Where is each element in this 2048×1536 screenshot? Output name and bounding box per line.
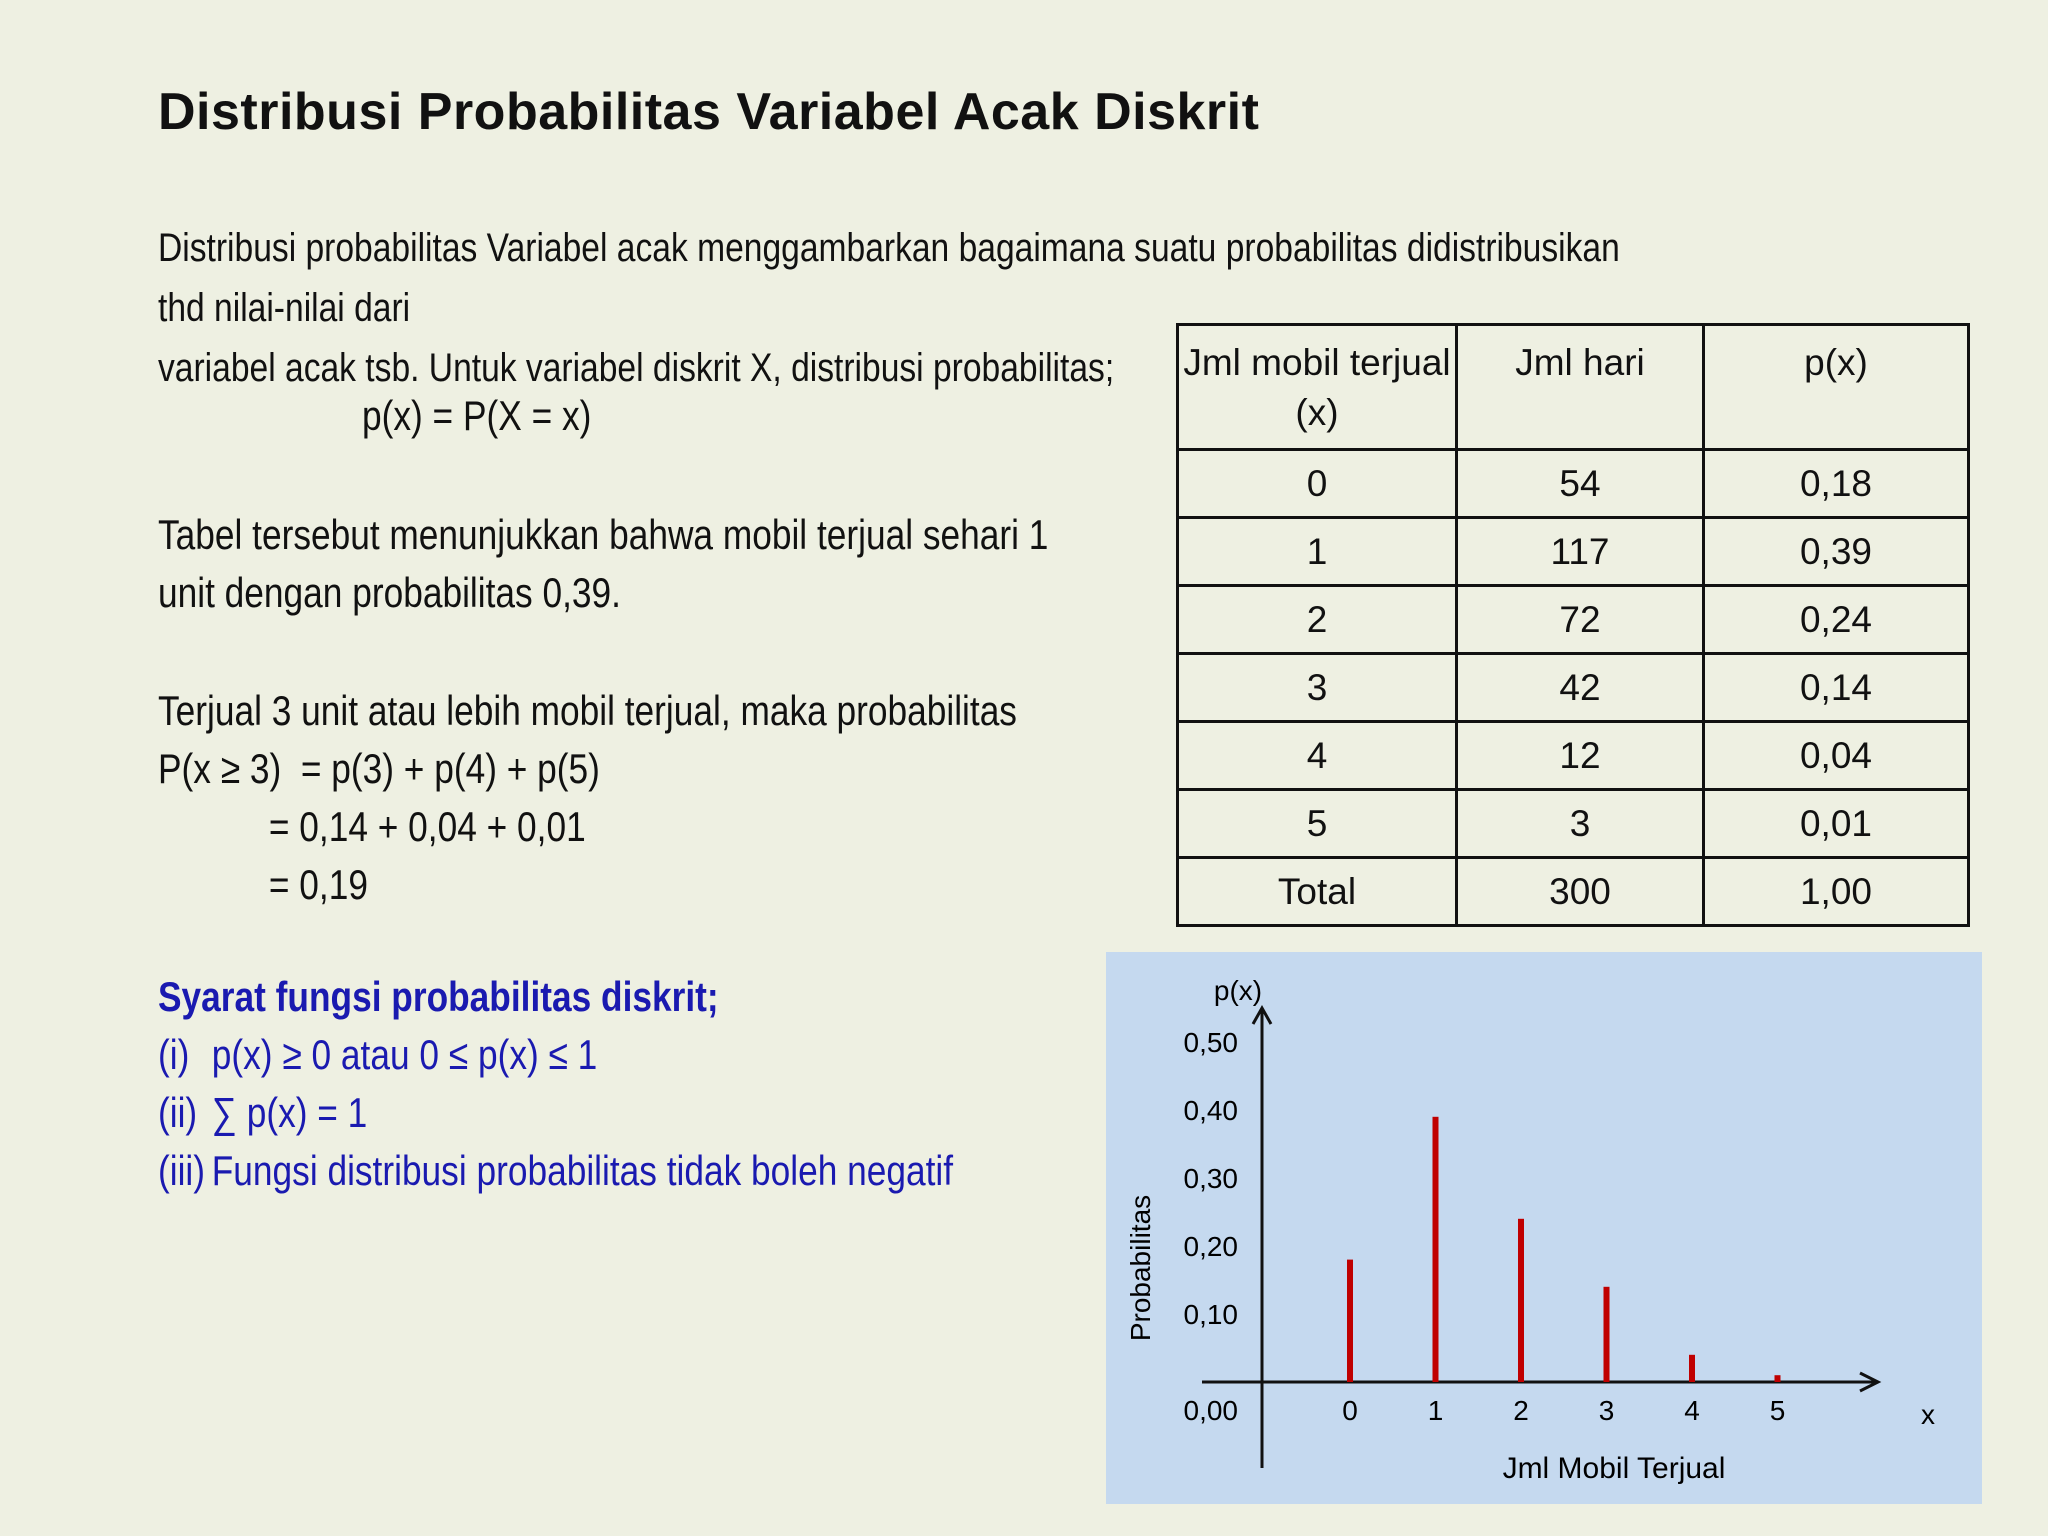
cell-x: 5 bbox=[1178, 790, 1457, 858]
x-tick-label: 1 bbox=[1427, 1395, 1444, 1426]
distribution-table bbox=[1176, 323, 1970, 927]
requirements-block bbox=[158, 968, 953, 1200]
cell-x: 4 bbox=[1178, 722, 1457, 790]
header-days: Jml hari bbox=[1457, 325, 1704, 450]
table-row bbox=[1178, 790, 1969, 858]
cell-days: 72 bbox=[1457, 586, 1704, 654]
cell-px: 0,14 bbox=[1704, 654, 1969, 722]
cell-days: 3 bbox=[1457, 790, 1704, 858]
note-line-2: unit dengan probabilitas 0,39. bbox=[158, 569, 621, 616]
slide-title: Distribusi Probabilitas Variabel Acak Diskrit bbox=[158, 83, 1260, 141]
requirement-text: Fungsi distribusi probabilitas tidak boleh negatif bbox=[211, 1147, 954, 1194]
cell-px: 0,01 bbox=[1704, 790, 1969, 858]
calc-line-3: = 0,14 + 0,04 + 0,01 bbox=[268, 803, 586, 850]
chart-bar bbox=[1689, 1355, 1695, 1382]
cell-px: 0,18 bbox=[1704, 450, 1969, 518]
y-tick-label: 0,30 bbox=[1183, 1163, 1238, 1194]
intro-line-1: Distribusi probabilitas Variabel acak menggambarkan bagaimana suatu probabilitas didistribusikan thd nilai-nilai dari bbox=[158, 226, 1620, 330]
cell-days: 42 bbox=[1457, 654, 1704, 722]
y-tick-label: 0,10 bbox=[1183, 1299, 1238, 1330]
formula: p(x) = P(X = x) bbox=[362, 392, 592, 439]
requirement-item bbox=[158, 1026, 953, 1084]
table-row bbox=[1178, 450, 1969, 518]
requirement-number: (iii) bbox=[158, 1147, 206, 1194]
header-x: Jml mobil terjual (x) bbox=[1178, 325, 1457, 450]
requirement-number: (i) bbox=[158, 1031, 190, 1078]
x-tick-label: 5 bbox=[1769, 1395, 1786, 1426]
x-tick-label: 3 bbox=[1598, 1395, 1615, 1426]
y-tick-label: 0,20 bbox=[1183, 1231, 1238, 1262]
calc-line-4: = 0,19 bbox=[268, 861, 368, 908]
cell-x: 0 bbox=[1178, 450, 1457, 518]
cell-days: 54 bbox=[1457, 450, 1704, 518]
table-row bbox=[1178, 654, 1969, 722]
requirement-text: ∑ p(x) = 1 bbox=[211, 1089, 368, 1136]
x-tick-label: 0 bbox=[1342, 1395, 1358, 1426]
chart-bar bbox=[1775, 1375, 1781, 1382]
x-axis-end-label: x bbox=[1921, 1399, 1935, 1430]
requirements-title: Syarat fungsi probabilitas diskrit; bbox=[158, 973, 719, 1020]
table-total-row bbox=[1178, 858, 1969, 926]
chart-bar bbox=[1433, 1117, 1439, 1382]
chart-bar bbox=[1604, 1287, 1610, 1382]
cell-px: 0,04 bbox=[1704, 722, 1969, 790]
cell-days: 117 bbox=[1457, 518, 1704, 586]
y-axis-title: Probabilitas bbox=[1125, 1194, 1156, 1342]
requirement-item bbox=[158, 1142, 953, 1200]
cell-x: 3 bbox=[1178, 654, 1457, 722]
cell-days: 300 bbox=[1457, 858, 1704, 926]
table-header-row bbox=[1178, 325, 1969, 450]
table-row bbox=[1178, 586, 1969, 654]
cell-px: 0,24 bbox=[1704, 586, 1969, 654]
cell-px: 0,39 bbox=[1704, 518, 1969, 586]
probability-chart bbox=[1106, 952, 1982, 1504]
header-px: p(x) bbox=[1704, 325, 1969, 450]
note-line-1: Tabel tersebut menunjukkan bahwa mobil terjual sehari 1 bbox=[158, 511, 1049, 558]
chart-bar bbox=[1347, 1260, 1353, 1382]
requirement-text: p(x) ≥ 0 atau 0 ≤ p(x) ≤ 1 bbox=[211, 1031, 598, 1078]
cell-days: 12 bbox=[1457, 722, 1704, 790]
table-row bbox=[1178, 518, 1969, 586]
calc-line-1: Terjual 3 unit atau lebih mobil terjual, maka probabilitas bbox=[158, 687, 1017, 734]
y-tick-label: 0,50 bbox=[1183, 1027, 1238, 1058]
cell-x: Total bbox=[1178, 858, 1457, 926]
y-axis-top-label: p(x) bbox=[1213, 975, 1263, 1006]
x-axis-title: Jml Mobil Terjual bbox=[1502, 1452, 1726, 1485]
cell-x: 2 bbox=[1178, 586, 1457, 654]
table-note bbox=[158, 506, 1049, 622]
intro-line-2: variabel acak tsb. Untuk variabel diskrit X, distribusi probabilitas; bbox=[158, 346, 1115, 390]
y-tick-label: 0,00 bbox=[1183, 1395, 1238, 1426]
requirement-number: (ii) bbox=[158, 1089, 198, 1136]
calculation-block bbox=[158, 682, 1017, 914]
chart-svg bbox=[1106, 952, 1982, 1504]
chart-bar bbox=[1518, 1219, 1524, 1382]
table-row bbox=[1178, 722, 1969, 790]
cell-px: 1,00 bbox=[1704, 858, 1969, 926]
requirement-item bbox=[158, 1084, 953, 1142]
cell-x: 1 bbox=[1178, 518, 1457, 586]
calc-line-2: P(x ≥ 3) = p(3) + p(4) + p(5) bbox=[158, 745, 600, 792]
x-tick-label: 2 bbox=[1513, 1395, 1529, 1426]
x-tick-label: 4 bbox=[1684, 1395, 1700, 1426]
y-tick-label: 0,40 bbox=[1183, 1095, 1238, 1126]
